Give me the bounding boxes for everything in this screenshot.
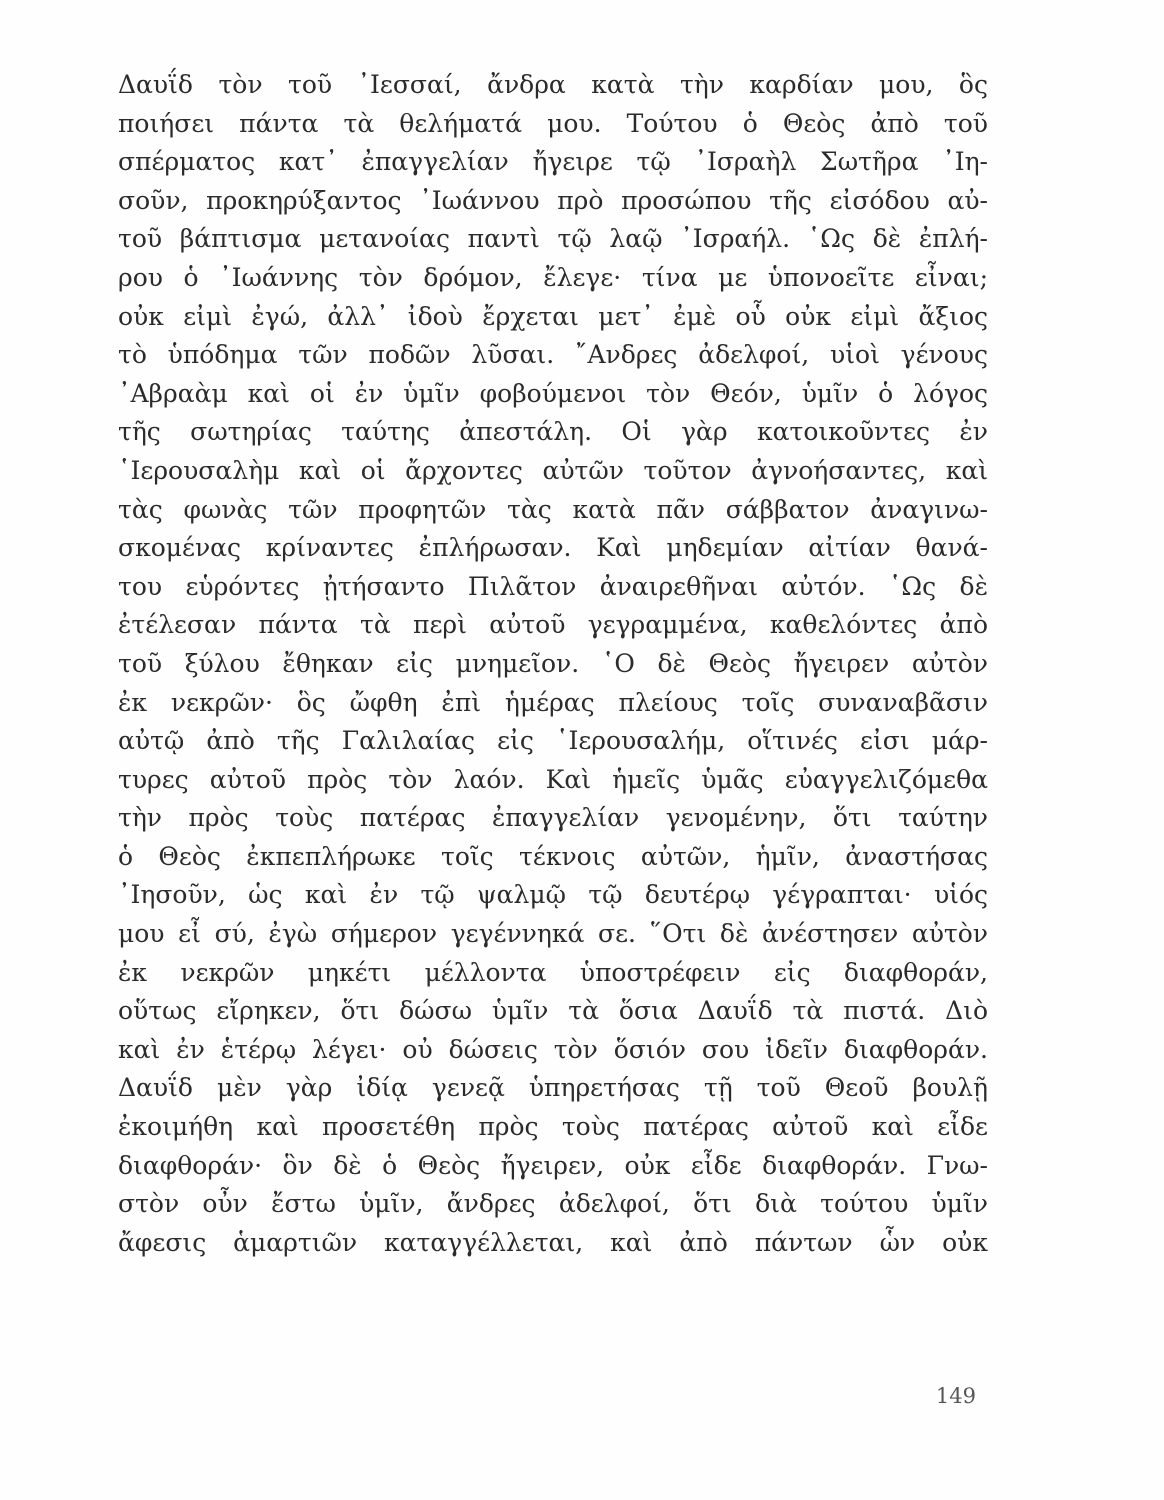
text-line: διαφθοράν· ὃν δὲ ὁ Θεὸς ἤγειρεν, οὐκ εἶδε διαφθοράν. Γνω- bbox=[118, 1150, 988, 1180]
text-line: τυρες αὐτοῦ πρὸς τὸν λαόν. Καὶ ἡμεῖς ὑμᾶς εὐαγγελιζόμεθα bbox=[118, 764, 988, 794]
text-line: ὁ Θεὸς ἐκπεπλήρωκε τοῖς τέκνοις αὐτῶν, ἡμῖν, ἀναστήσας bbox=[118, 841, 988, 871]
text-line: τῆς σωτηρίας ταύτης ἀπεστάλη. Οἱ γὰρ κατοικοῦντες ἐν bbox=[118, 417, 988, 447]
text-line: Δαυΐδ τὸν τοῦ ᾿Ιεσσαί, ἄνδρα κατὰ τὴν καρδίαν μου, ὃς bbox=[118, 70, 988, 99]
text-line: τὸ ὑπόδημα τῶν ποδῶν λῦσαι. ῎Ανδρες ἀδελφοί, υἱοὶ γένους bbox=[118, 340, 988, 370]
text-line: ρου ὁ ᾿Ιωάννης τὸν δρόμον, ἔλεγε· τίνα με ὑπονοεῖτε εἶναι; bbox=[118, 262, 988, 292]
text-line: ἐκ νεκρῶν· ὃς ὤφθη ἐπὶ ἡμέρας πλείους τοῖς συναναβᾶσιν bbox=[118, 687, 988, 717]
text-line: αὐτῷ ἀπὸ τῆς Γαλιλαίας εἰς ῾Ιερουσαλήμ, οἵτινές εἰσι μάρ- bbox=[118, 726, 988, 756]
text-line: τοῦ ξύλου ἔθηκαν εἰς μνημεῖον. ῾Ο δὲ Θεὸς ἤγειρεν αὐτὸν bbox=[118, 648, 988, 678]
text-line: ᾿Ιησοῦν, ὡς καὶ ἐν τῷ ψαλμῷ τῷ δευτέρῳ γέγραπται· υἱός bbox=[118, 880, 988, 910]
text-line: ἐκοιμήθη καὶ προσετέθη πρὸς τοὺς πατέρας αὐτοῦ καὶ εἶδε bbox=[118, 1112, 988, 1142]
body-text bbox=[118, 66, 988, 1262]
text-line: ἐτέλεσαν πάντα τὰ περὶ αὐτοῦ γεγραμμένα, καθελόντες ἀπὸ bbox=[118, 610, 988, 640]
text-line: τὰς φωνὰς τῶν προφητῶν τὰς κατὰ πᾶν σάββατον ἀναγινω- bbox=[118, 494, 988, 524]
text-line: οὕτως εἴρηκεν, ὅτι δώσω ὑμῖν τὰ ὅσια Δαυΐδ τὰ πιστά. Διὸ bbox=[118, 996, 988, 1026]
text-line: σκομένας κρίναντες ἐπλήρωσαν. Καὶ μηδεμίαν αἰτίαν θανά- bbox=[118, 533, 988, 563]
text-line: ἐκ νεκρῶν μηκέτι μέλλοντα ὑποστρέφειν εἰς διαφθοράν, bbox=[118, 957, 988, 987]
text-line: μου εἶ σύ, ἐγὼ σήμερον γεγέννηκά σε. ῞Οτι δὲ ἀνέστησεν αὐτὸν bbox=[118, 919, 988, 949]
text-line: του εὑρόντες ᾐτήσαντο Πιλᾶτον ἀναιρεθῆναι αὐτόν. ῾Ως δὲ bbox=[118, 571, 988, 601]
text-line: ᾿Αβραὰμ καὶ οἱ ἐν ὑμῖν φοβούμενοι τὸν Θεόν, ὑμῖν ὁ λόγος bbox=[118, 378, 988, 408]
text-line: Δαυΐδ μὲν γὰρ ἰδίᾳ γενεᾷ ὑπηρετήσας τῇ τοῦ Θεοῦ βουλῇ bbox=[118, 1073, 988, 1103]
text-line: τοῦ βάπτισμα μετανοίας παντὶ τῷ λαῷ ᾿Ισραήλ. ῾Ως δὲ ἐπλή- bbox=[118, 224, 988, 254]
text-line: ἄφεσις ἁμαρτιῶν καταγγέλλεται, καὶ ἀπὸ πάντων ὧν οὐκ bbox=[118, 1227, 988, 1257]
text-line: ποιήσει πάντα τὰ θελήματά μου. Τούτου ὁ Θεὸς ἀπὸ τοῦ bbox=[118, 108, 988, 138]
text-line: στὸν οὖν ἔστω ὑμῖν, ἄνδρες ἀδελφοί, ὅτι διὰ τούτου ὑμῖν bbox=[118, 1189, 988, 1219]
text-line: σπέρματος κατ᾿ ἐπαγγελίαν ἤγειρε τῷ ᾿Ισραὴλ Σωτῆρα ᾿Ιη- bbox=[118, 147, 988, 177]
text-line: καὶ ἐν ἑτέρῳ λέγει· οὐ δώσεις τὸν ὅσιόν σου ἰδεῖν διαφθοράν. bbox=[118, 1034, 988, 1064]
text-line: ῾Ιερουσαλὴμ καὶ οἱ ἄρχοντες αὐτῶν τοῦτον ἀγνοήσαντες, καὶ bbox=[118, 455, 988, 485]
page-number: 149 bbox=[935, 1384, 976, 1408]
text-line: σοῦν, προκηρύξαντος ᾿Ιωάννου πρὸ προσώπου τῆς εἰσόδου αὐ- bbox=[118, 185, 988, 215]
text-line: οὐκ εἰμὶ ἐγώ, ἀλλ᾿ ἰδοὺ ἔρχεται μετ᾿ ἐμὲ οὗ οὐκ εἰμὶ ἄξιος bbox=[118, 301, 988, 331]
text-line: τὴν πρὸς τοὺς πατέρας ἐπαγγελίαν γενομένην, ὅτι ταύτην bbox=[118, 803, 988, 833]
